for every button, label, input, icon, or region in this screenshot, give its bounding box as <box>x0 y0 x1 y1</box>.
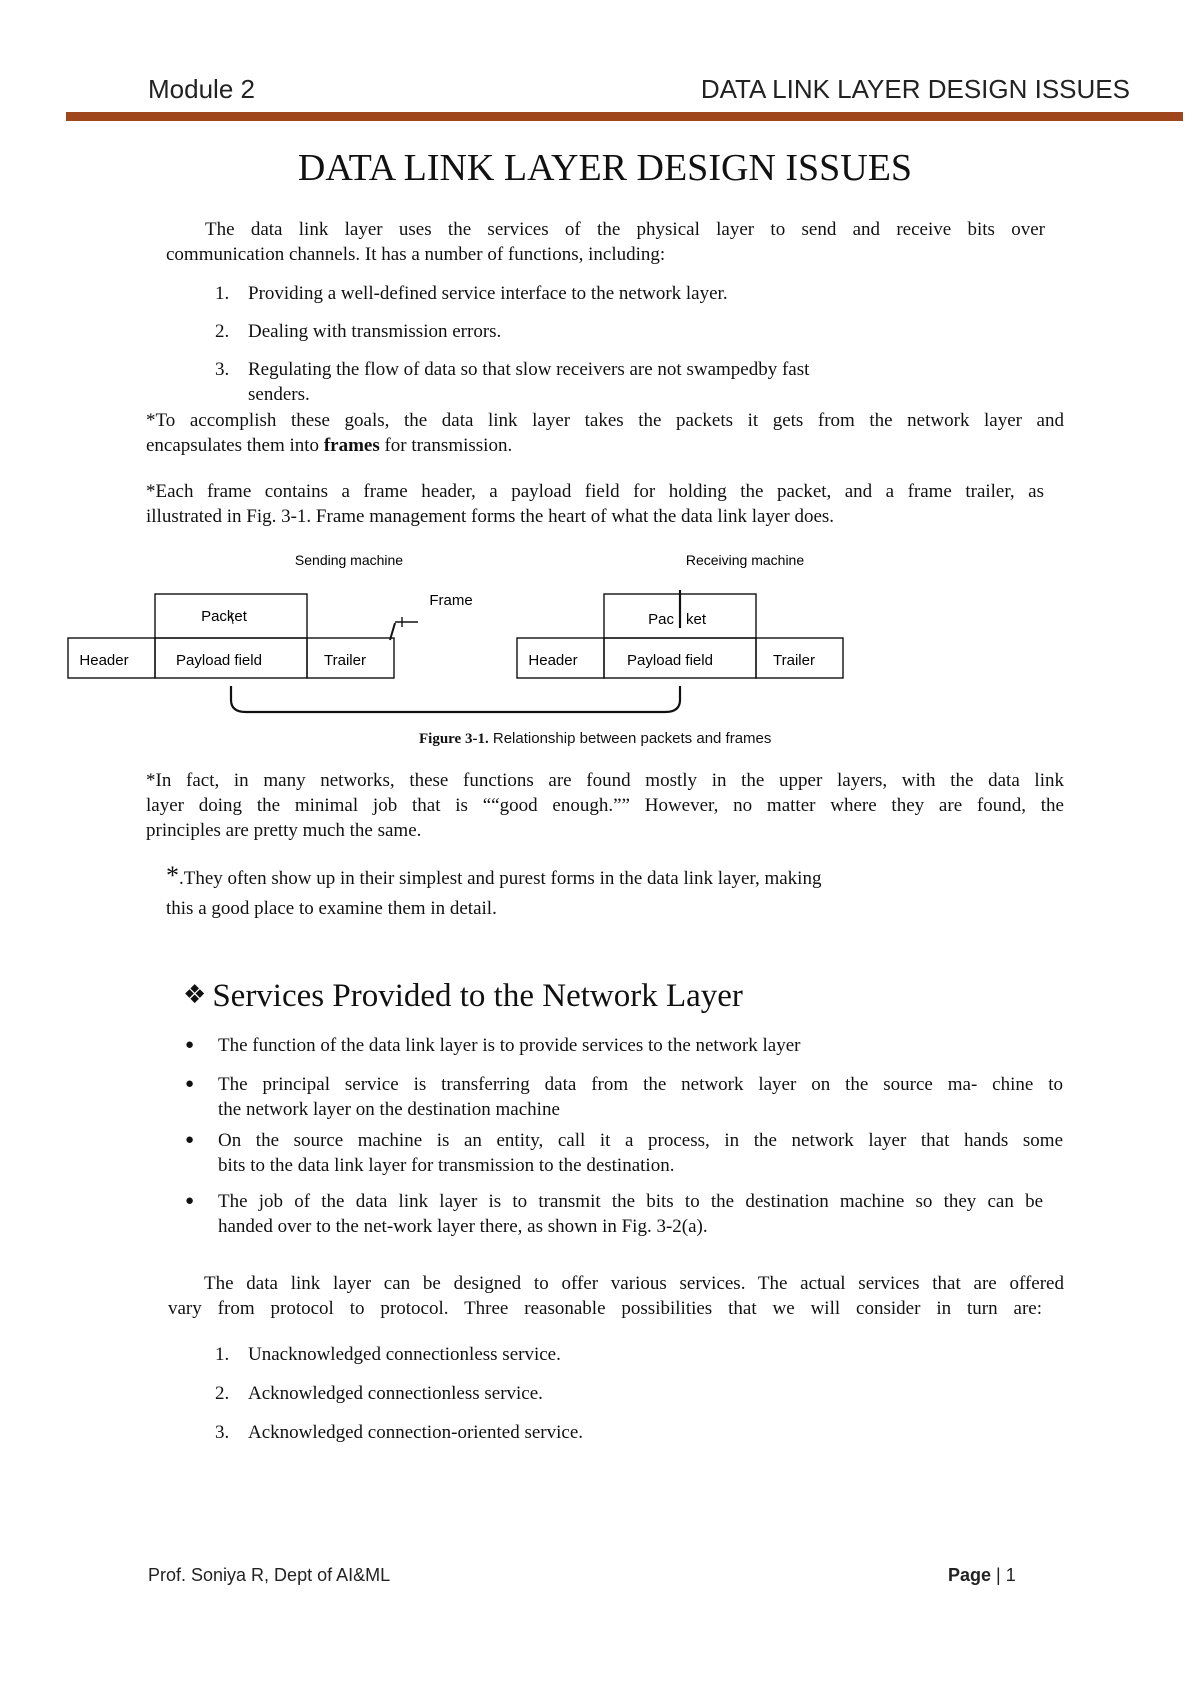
list-text-continued: senders. <box>248 384 310 405</box>
goals-bold-term: frames <box>323 435 380 456</box>
right-payload-label: Payload field <box>627 652 713 669</box>
page-separator: | <box>996 1565 1001 1585</box>
simple-text: .They often show up in their simplest and purest forms in the data link layer, making <box>179 868 822 889</box>
services-line-2: vary from protocol to protocol. Three reasonable possibilities that we will consider in turn are: <box>168 1298 1042 1319</box>
bullet-dot-icon: ● <box>185 1037 195 1053</box>
bullet-text-continued: bits to the data link layer for transmission to the destination. <box>218 1155 675 1176</box>
list-number: 3. <box>215 1422 230 1443</box>
section-title-text: Services Provided to the Network Layer <box>212 978 743 1014</box>
fact-line-3: principles are pretty much the same. <box>146 820 422 841</box>
caption-label: Figure 3-1. <box>419 731 489 747</box>
right-packet-label-left: Pac <box>648 611 674 628</box>
left-packet-box <box>155 594 307 638</box>
list-text: Dealing with transmission errors. <box>248 321 502 342</box>
left-trailer-label: Trailer <box>324 652 366 669</box>
right-payload-box <box>604 638 756 678</box>
left-payload-label: Payload field <box>176 652 262 669</box>
section-heading <box>183 978 743 1015</box>
frame-pointer-arrow <box>390 623 395 640</box>
frame-line-1: *Each frame contains a frame header, a payload field for holding the packet, and a frame trailer, as <box>146 481 1044 502</box>
bullet-dot-icon: ● <box>185 1193 195 1209</box>
simple-line-2: this a good place to examine them in detail. <box>166 898 497 919</box>
list-number: 3. <box>215 359 230 380</box>
header-module: Module 2 <box>148 74 255 104</box>
list-number: 2. <box>215 1383 230 1404</box>
services-line-1: The data link layer can be designed to offer various services. The actual services that are offered <box>204 1273 1064 1294</box>
fact-line-1: *In fact, in many networks, these functions are found mostly in the upper layers, with the data link <box>146 770 1064 791</box>
frame-line-2: illustrated in Fig. 3-1. Frame management forms the heart of what the data link layer does. <box>146 506 835 527</box>
page-number: 1 <box>1005 1565 1016 1585</box>
footer-page <box>948 1565 1016 1586</box>
right-header-box <box>517 638 604 678</box>
sending-machine-label: Sending machine <box>294 552 404 568</box>
receiving-machine-label: Receiving machine <box>685 552 805 568</box>
list-text: Regulating the flow of data so that slow receivers are not swampedby fast <box>248 359 810 380</box>
left-packet-label: Packet <box>201 608 247 625</box>
list-text: Providing a well-defined service interface to the network layer. <box>248 283 728 304</box>
bullet-text: The job of the data link layer is to transmit the bits to the destination machine so they can be <box>218 1191 1043 1212</box>
bullet-text: The function of the data link layer is to provide services to the network layer <box>218 1035 801 1056</box>
list-number: 1. <box>215 283 230 304</box>
payload-bracket <box>231 686 680 712</box>
page-label: Page <box>948 1565 992 1585</box>
page-title: DATA LINK LAYER DESIGN ISSUES <box>297 147 913 189</box>
header-chapter-title: DATA LINK LAYER DESIGN ISSUES <box>700 74 1130 104</box>
bullet-text-continued: the network layer on the destination machine <box>218 1099 560 1120</box>
right-trailer-box <box>756 638 843 678</box>
caption-text: Relationship between packets and frames <box>488 730 772 747</box>
bullet-text: On the source machine is an entity, call it a process, in the network layer that hands some <box>218 1130 1063 1151</box>
footer-author: Prof. Soniya R, Dept of AI&ML <box>148 1565 391 1585</box>
goals-line-2 <box>146 433 512 458</box>
bullet-dot-icon: ● <box>185 1076 195 1092</box>
left-header-box <box>68 638 155 678</box>
goals-text-end: for transmission. <box>379 435 513 456</box>
intro-line-1: The data link layer uses the services of the physical layer to send and receive bits over <box>205 219 1045 240</box>
list-number: 1. <box>215 1344 230 1365</box>
goals-line-1: *To accomplish these goals, the data link layer takes the packets it gets from the network layer and <box>146 410 1064 431</box>
list-text: Unacknowledged connectionless service. <box>248 1344 561 1365</box>
header-rule <box>66 112 1183 121</box>
simple-star: * <box>166 861 179 890</box>
right-packet-box <box>604 594 756 638</box>
right-packet-label-right: ket <box>686 611 707 628</box>
right-header-label: Header <box>528 652 578 669</box>
right-trailer-label: Trailer <box>773 652 815 669</box>
diamond-bullet-icon: ❖ <box>183 980 207 1010</box>
left-payload-box <box>155 638 307 678</box>
left-header-label: Header <box>79 652 129 669</box>
packet-cursor-mark <box>231 612 233 624</box>
simple-line-1 <box>166 863 821 891</box>
list-number: 2. <box>215 321 230 342</box>
bullet-dot-icon: ● <box>185 1132 195 1148</box>
figure-caption <box>419 726 771 752</box>
bullet-text: The principal service is transferring data from the network layer on the source ma- chine to <box>218 1074 1063 1095</box>
fact-line-2: layer doing the minimal job that is ““good enough.”” However, no matter where they are found, the <box>146 795 1064 816</box>
left-trailer-box <box>307 638 394 678</box>
goals-text: encapsulates them into <box>146 435 324 456</box>
bullet-text-continued: handed over to the net-work layer there, as shown in Fig. 3-2(a). <box>218 1216 708 1237</box>
intro-line-2: communication channels. It has a number of functions, including: <box>166 244 666 265</box>
list-text: Acknowledged connectionless service. <box>248 1383 543 1404</box>
list-text: Acknowledged connection-oriented service. <box>248 1422 584 1443</box>
frame-label: Frame <box>429 592 473 609</box>
